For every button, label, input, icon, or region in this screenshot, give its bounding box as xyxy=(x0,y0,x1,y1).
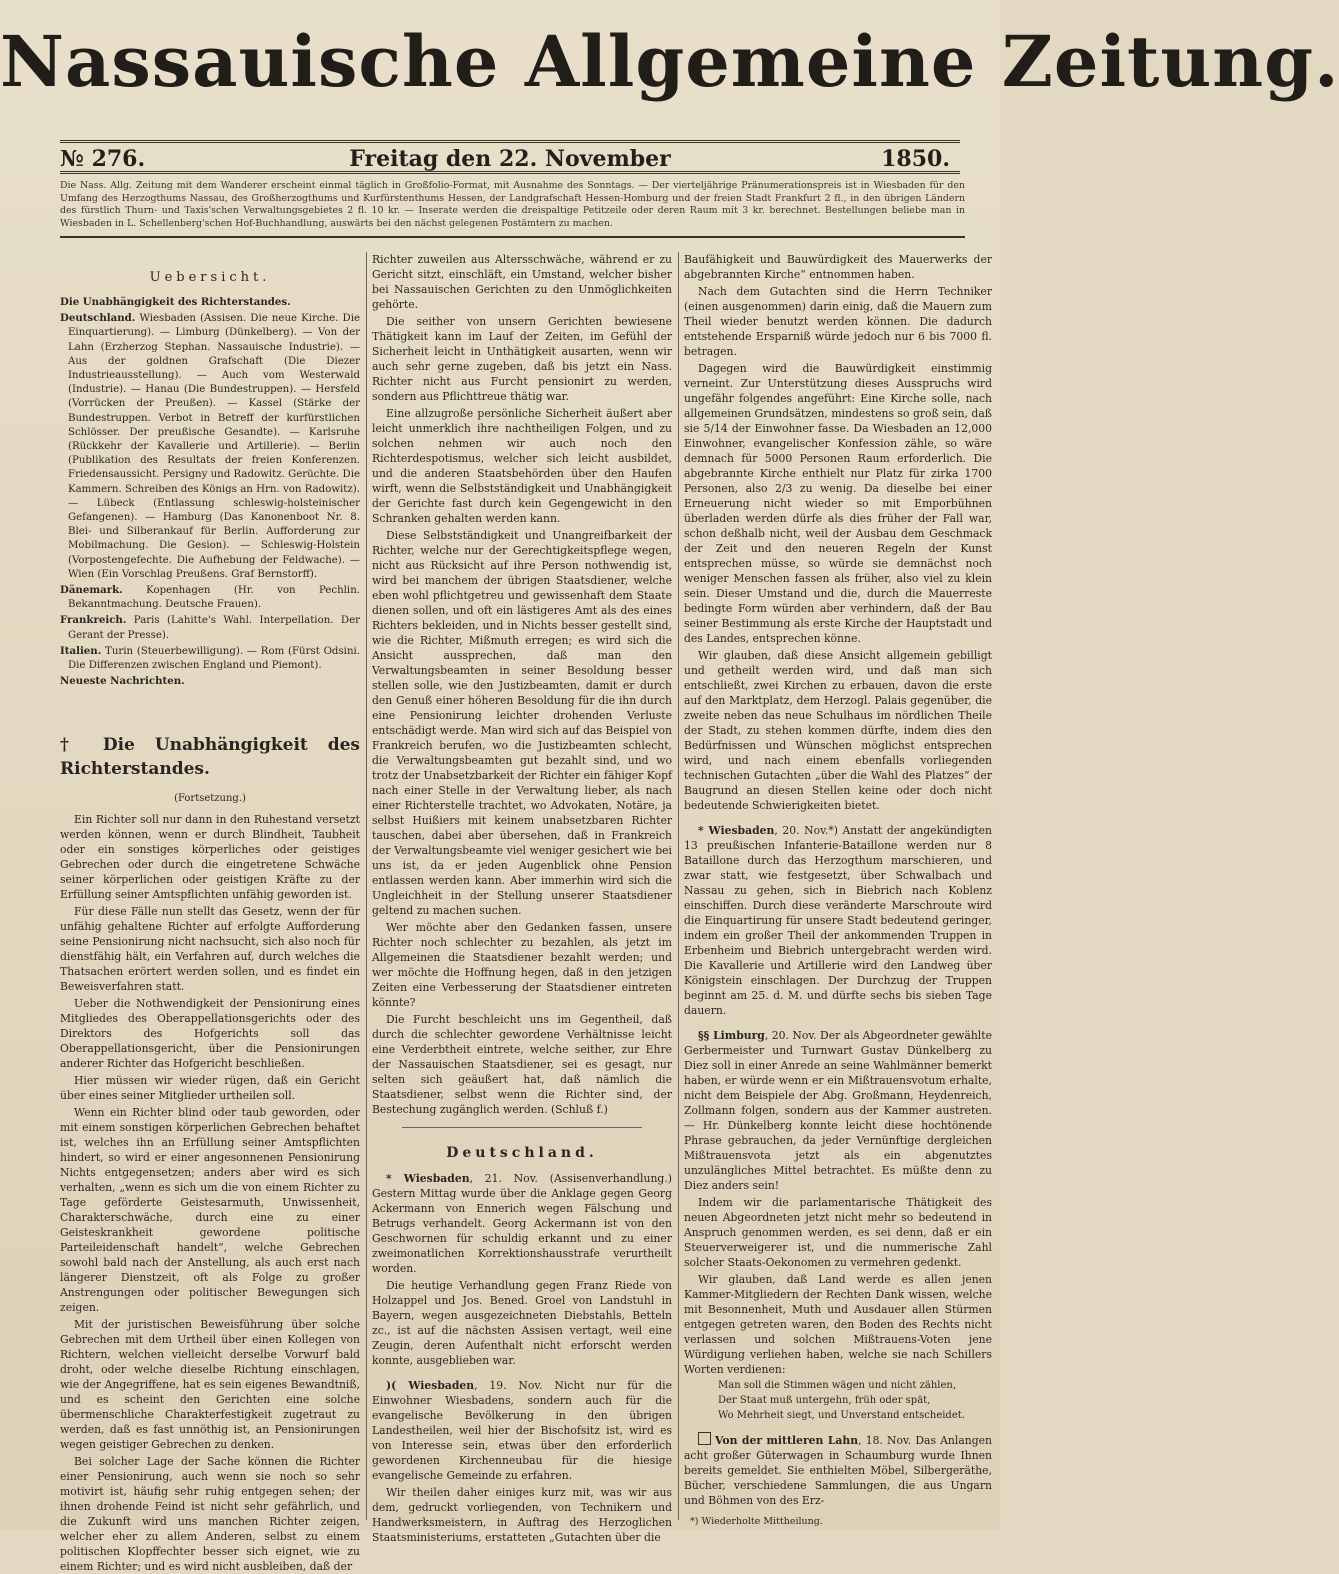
news-item xyxy=(372,1485,672,1545)
subscription-notice: Die Nass. Allg. Zeitung mit dem Wanderer erscheint einmal täglich in Großfolio-Format, mit Ausnahme des Sonntags. — Der vierteljährige Pränumerationspreis ist in Wiesbaden für den Umfang des Herzogthums Nassau, des Großherzogthums und Kurfürstenthums Hessen, der Landgrafschaft Hessen-Homburg und der freien Stadt Frankfurt 2 fl., in den übrigen Ländern des fürstlich Thurn- und Taxis'schen Verwaltungsgebietes 2 fl. 10 kr. — Inserate werden die dreispaltige Petitzeile oder deren Raum mit 3 kr. berechnet. Bestellungen beliebe man in Wiesbaden in L. Schellenberg'schen Hof-Buchhandlung, auswärts bei den nächst gelegenen Postämtern zu machen. xyxy=(60,180,965,238)
column-2 xyxy=(372,252,672,1544)
toc-entry-text: Kopenhagen (Hr. von Pechlin. Bekanntmachung. Deutsche Frauen). xyxy=(68,585,360,611)
news-dateline: Von der mittleren Lahn xyxy=(715,1434,859,1447)
table-of-contents xyxy=(60,295,360,689)
toc-entry xyxy=(60,311,360,582)
issue-date: Freitag den 22. November xyxy=(349,146,671,172)
article-paragraph: Die Furcht beschleicht uns im Gegentheil, daß durch die schlechter gewordene Verhältnisse leicht eine Verderbtheit eintrete, welche seither, zur Ehre der Nassauischen Staatsdiener, sei es gesagt, nur selten sich geäußert hat, daß nämlich die Staatsdiener, selbst wenn die Richter sind, der Bestechung zugänglich werden. (Schluß f.) xyxy=(372,1013,672,1116)
article-paragraph: Eine allzugroße persönliche Sicherheit äußert aber leicht unmerklich ihre nachtheiligen Folgen, und zu solchen nehmen wir auch noch den Richterdespotismus, welcher sich leicht ausbildet, und die anderen Staatsbehörden über den Haufen wirft, wenn die Selbstständigkeit und Unabhängigkeit der Gerichte fast durch kein Gegengewicht in den Schranken gehalten werden kann. xyxy=(372,407,672,525)
news-text: , 19. Nov. Nicht nur für die Einwohner Wiesbadens, sondern auch für die evangelische Bevölkerung in den übrigen Landestheilen, weil hier der Bischofsitz ist, wird es von Interesse sein, etwas über den erforderlich gewordenen Kirchenneubau für die hiesige evangelische Gemeinde zu erfahren. xyxy=(372,1379,672,1482)
toc-entry-head: Die Unabhängigkeit des Richterstandes. xyxy=(60,296,291,308)
news-item xyxy=(684,1272,992,1377)
toc-entry-head: Dänemark. xyxy=(60,584,123,597)
news-dateline: * Wiesbaden xyxy=(386,1172,470,1185)
article-paragraph: Wer möchte aber den Gedanken fassen, unsere Richter noch schlechter zu bezahlen, als jetzt im Allgemeinen die Staatsdiener bezahlt werden; und wer möchte die Hoffnung hegen, daß in den jetzigen Zeiten eine Verbesserung der Staatsdiener eintreten könnte? xyxy=(372,921,672,1009)
news-item xyxy=(684,823,992,1018)
news-text: , 20. Nov. Der als Abgeordneter gewählte Gerbermeister und Turnwart Gustav Dünkelberg zu Diez soll in einer Anrede an seine Wahlmänner bemerkt haben, er würde wenn er ein Mißtrauensvotum erhalte, nicht dem Beispiele der Abg. Großmann, Heydenreich, Zollmann folgen, sondern aus der Kammer austreten. — Hr. Dünkelberg konnte leicht diese hochtönende Phrase gebrauchen, da jeder Vernünftige dergleichen Mißtrauensvota jetzt als ein abgenutztes unzulängliches Mittel betrachtet. Es müßte denn zu Diez anders sein! xyxy=(684,1029,992,1192)
news-dateline: )( Wiesbaden xyxy=(386,1379,475,1392)
news-dateline: * Wiesbaden xyxy=(698,824,775,837)
article-paragraph: Nach dem Gutachten sind die Herrn Techniker (einen ausgenommen) darin einig, daß die Mauern zum Theil wieder benutzt werden können. Die dadurch entstehende Ersparniß würde jedoch nur 6 bis 7000 fl. betragen. xyxy=(684,285,992,358)
news-item xyxy=(372,1378,672,1483)
issue-number: № 276. xyxy=(60,146,146,172)
news-text: Indem wir die parlamentarische Thätigkeit des neuen Abgeordneten jetzt nicht mehr so bedeutend in Anspruch genommen werden, es sei denn, daß er ein Steuerverweigerer ist, und die nummerische Zahl solcher Staats-Oekonomen zu vermehren gedenkt. xyxy=(684,1196,992,1269)
section-heading: Deutschland. xyxy=(446,1145,598,1161)
news-item xyxy=(684,1195,992,1270)
issue-year: 1850. xyxy=(881,146,950,172)
continuation-note: (Fortsetzung.) xyxy=(174,793,246,805)
toc-entry-head: Italien. xyxy=(60,644,102,657)
toc-title: Uebersicht. xyxy=(149,270,271,285)
news-item xyxy=(684,1432,992,1508)
column-rule xyxy=(366,252,367,1520)
footnote: *) Wiederholte Mittheilung. xyxy=(690,1516,823,1527)
toc-entry-head: Frankreich. xyxy=(60,614,127,627)
verse-line: Wo Mehrheit siegt, und Unverstand entscheidet. xyxy=(718,1410,965,1421)
toc-entry-text: Turin (Steuerbewilligung). — Rom (Fürst Odsini. Die Differenzen zwischen England und Piemont). xyxy=(68,645,360,672)
toc-entry xyxy=(60,583,360,612)
verse-line: Der Staat muß untergehn, früh oder spät, xyxy=(718,1395,931,1406)
article-paragraph: Richter zuweilen aus Altersschwäche, während er zu Gericht sitzt, einschläft, ein Umstand, welcher bisher bei Nassauischen Gerichten zu den Unmöglichkeiten gehörte. xyxy=(372,253,672,311)
news-item xyxy=(372,1171,672,1276)
article-paragraph: Mit der juristischen Beweisführung über solche Gebrechen mit dem Urtheil über einen Kollegen von Richtern, welchen vielleicht derselbe Vorwurf bald droht, oder welche dieselbe Richtung einschlagen, wie der Angegriffene, hat es sein eigenes Bewandtniß, und es scheint den Gerichten eine solche übermenschliche Charakterfestigkeit zugetraut zu werden, daß es fast unnöthig ist, an Pensionirungen wegen geistiger Gebrechen zu denken. xyxy=(60,1318,360,1452)
article-paragraph: Die seither von unsern Gerichten bewiesene Thätigkeit kann im Lauf der Zeiten, im Gefühl der Sicherheit leicht in Unthätigkeit ausarten, wenn wir auch sehr gerne zugeben, daß bis jetzt ein Nass. Richter nicht aus Furcht pensionirt zu werden, sondern aus Pflichttreue thätig war. xyxy=(372,315,672,403)
column-rule xyxy=(678,252,679,1520)
toc-entry xyxy=(60,613,360,642)
toc-entry xyxy=(60,644,360,673)
toc-entry xyxy=(60,674,360,689)
article-paragraph: Wir glauben, daß diese Ansicht allgemein gebilligt und getheilt werden wird, und daß man sich entschließt, zwei Kirchen zu erbauen, davon die erste auf den Marktplatz, dem Herzogl. Palais gegenüber, die zweite neben das neue Schulhaus im nördlichen Theile der Stadt, zu stehen kommen dürfte, indem dies den Bedürfnissen und Wünschen möglichst entsprechen wird, und nach einem ebenfalls vorliegenden technischen Gutachten „über die Wahl des Platzes“ der Baugrund an diesen Stellen keine oder doch nicht bedeutende Schwierigkeiten bietet. xyxy=(684,649,992,812)
article-paragraph: Hier müssen wir wieder rügen, daß ein Gericht über eines seiner Mitglieder urtheilen soll. xyxy=(60,1074,360,1103)
news-item xyxy=(372,1278,672,1368)
article-paragraph: Wenn ein Richter blind oder taub geworden, oder mit einem sonstigen körperlichen Gebrechen behaftet ist, welches ihn an Erfüllung seiner Amtspflichten hindert, so wird er einer angesonnenen Pensionirung Nichts entgegensetzen; anders aber wird es sich verhalten, „wenn es sich um die von einem Richter zu Tage geförderte Geistesarmuth, Unwissenheit, Charakterschwäche, durch eine zu einer Geisteskrankheit gewordene politische Parteileidenschaft handelt“, welche Gebrechen sowohl bald nach der Anstellung, als auch erst nach längerer Dienstzeit, oft als Folge zu großer Anstrengungen oder politischer Bewegungen sich zeigen. xyxy=(60,1106,360,1315)
toc-entry-head: Deutschland. xyxy=(60,312,136,325)
news-text: Die heutige Verhandlung gegen Franz Riede von Holzappel und Jos. Bened. Groel von Landstuhl in Bayern, wegen ausgezeichneten Diebstahls, Betteln zc., ist auf die nächsten Assisen vertagt, weil eine Zeugin, deren Aufenthalt nicht erforscht werden konnte, ausgeblieben war. xyxy=(372,1279,672,1367)
news-dateline: §§ Limburg xyxy=(698,1029,765,1042)
verse-line: Man soll die Stimmen wägen und nicht zählen, xyxy=(718,1380,957,1391)
article-paragraph: Dagegen wird die Bauwürdigkeit einstimmig verneint. Zur Unterstützung dieses Ausspruchs wird ungefähr folgendes angeführt: Eine Kirche solle, nach allgemeinen Grundsätzen, mindestens so groß sein, daß sie 5/14 der Einwohner fasse. Da Wiesbaden an 12,000 Einwohner, evangelischer Konfession zähle, so wäre demnach für 5000 Personen Raum erforderlich. Die abgebrannte Kirche enthielt nur Platz für zirka 1700 Personen, also 2/3 zu wenig. Da dieselbe bei einer Erneuerung nicht wieder so mit Emporbühnen überladen werden dürfe als dies früher der Fall war, schon deßhalb nicht, weil der Ausbau dem Geschmack der Zeit und den neueren Regeln der Kunst entsprechen müsse, so würde sie demnächst noch weniger Menschen fassen als früher, also viel zu klein sein. Dieser Umstand und die, durch die Mauerreste bedingte Form würden aber verhindern, daß der Bau seiner Bestimmung als erste Kirche der Hauptstadt und des Landes, entsprechen könne. xyxy=(684,362,992,645)
article-paragraph: Für diese Fälle nun stellt das Gesetz, wenn der für unfähig gehaltene Richter auf erfolgte Aufforderung seine Pensionirung nicht nachsucht, sich also noch für dienstfähig hält, ein Verfahren auf, durch welches die Thatsachen erörtert werden sollen, und es findet ein Beweisverfahren statt. xyxy=(60,905,360,994)
news-text: , 21. Nov. (Assisenverhandlung.) Gestern Mittag wurde über die Anklage gegen Georg Ackermann von Ennerich wegen Fälschung und Betrugs verhandelt. Georg Ackermann ist von den Geschwornen für schuldig erkannt und zu einer zweimonatlichen Korrektionshausstrafe verurtheilt worden. xyxy=(372,1172,672,1275)
masthead-title: Nassauische Allgemeine Zeitung. xyxy=(0,20,1339,103)
box-symbol-icon xyxy=(698,1432,711,1445)
toc-entry-text: Wiesbaden (Assisen. Die neue Kirche. Die Einquartierung). — Limburg (Dünkelberg). — Von der Lahn (Erzherzog Stephan. Nassauische Industrie). — Aus der goldnen Grafschaft (Die Diezer Industrieausstellung). — Auch vom Westerwald (Industrie). — Hanau (Die Bundestruppen). — Hersfeld (Vorrücken der Preußen). — Kassel (Stärke der Bundestruppen. Verbot in Betreff der kurfürstlichen Schlösser. Der preußische Gesandte). — Karlsruhe (Rückkehr der Kavallerie und Artillerie). — Berlin (Publikation des Resultats der freien Konferenzen. Friedensaussicht. Persigny und Radowitz. Gerüchte. Die Kammern. Schreiben des Königs an Hrn. von Radowitz). — Lübeck (Entlassung schleswig-holsteinischer Gefangenen). — Hamburg (Das Kanonenboot Nr. 8. Blei- und Silberankauf für Berlin. Aufforderung zur Mobilmachung. Die Gesion). — Schleswig-Holstein (Vorpostengefechte. Die Aufhebung der Feldwache). — Wien (Ein Vorschlag Preußens. Graf Bernstorff). xyxy=(68,313,360,580)
news-text: , 18. Nov. Das Anlangen acht großer Güterwagen in Schaumburg wurde Ihnen bereits gemeldet. Sie enthielten Möbel, Silbergeräthe, Bücher, verschiedene Sammlungen, die aus Ungarn und Böhmen von des Erz- xyxy=(684,1434,992,1507)
column-3 xyxy=(684,252,992,1527)
article-paragraph: Bei solcher Lage der Sache können die Richter einer Pensionirung, auch wenn sie noch so sehr motivirt ist, häufig sehr ruhig entgegen sehen; der ihnen drohende Feind ist nicht sehr gefährlich, und die Zukunft wird uns manchen Richter zeigen, welcher eher zu allem Anderen, selbst zu einem politischen Klopffechter besser sich eignet, wie zu einem Richter; und es wird nicht ausbleiben, daß der xyxy=(60,1455,360,1574)
article-title: † Die Unabhängigkeit des Richterstandes. xyxy=(60,735,360,780)
news-text: , 20. Nov.*) Anstatt der angekündigten 13 preußischen Infanterie-Bataillone werden nur 8 Bataillone durch das Herzogthum marschieren, und zwar statt, wie festgesetzt, über Schwalbach und Nassau zu gehen, sich in Biebrich nach Koblenz einschiffen. Durch diese veränderte Marschroute wird die Einquartirung für unsere Stadt bedeutend geringer, indem ein großer Theil der ankommenden Truppen in Erbenheim und Biebrich untergebracht werden wird. Die Kavallerie und Artillerie wird den Landweg über Königstein einschlagen. Der Durchzug der Truppen beginnt am 25. d. M. und dürfte sechs bis sieben Tage dauern. xyxy=(684,824,992,1017)
article-paragraph: Ein Richter soll nur dann in den Ruhestand versetzt werden können, wenn er durch Blindheit, Taubheit oder ein sonstiges körperliches oder geistiges Gebrechen oder durch die eingetretene Schwäche seiner körperlichen oder geistigen Kräfte zu der Erfüllung seiner Amtspflichten unfähig geworden ist. xyxy=(60,813,360,902)
toc-entry-head: Neueste Nachrichten. xyxy=(60,675,185,688)
article-paragraph: Ueber die Nothwendigkeit der Pensionirung eines Mitgliedes des Oberappellationsgerichts oder des Direktors des Hofgerichts soll das Oberappellationsgericht, über die Pensionirungen anderer Richter das Hofgericht beschließen. xyxy=(60,997,360,1071)
column-1 xyxy=(60,252,360,1574)
issue-dateline xyxy=(60,140,960,174)
article-paragraph: Baufähigkeit und Bauwürdigkeit des Mauerwerks der abgebrannten Kirche“ entnommen haben. xyxy=(684,253,992,281)
news-text: Wir glauben, daß Land werde es allen jenen Kammer-Mitgliedern der Rechten Dank wissen, welche mit Besonnenheit, Muth und Ausdauer allen Stürmen entgegen getreten waren, den Boden des Rechts nicht verlassen und solchen Mißtrauens-Voten jene Würdigung verliehen haben, welche sie nach Schillers Worten verdienen: xyxy=(684,1273,992,1376)
article-paragraph: Diese Selbstständigkeit und Unangreifbarkeit der Richter, welche nur der Gerechtigkeitspflege wegen, nicht aus Rücksicht auf ihre Person nothwendig ist, wird bei manchem der übrigen Staatsdiener, welche eben wohl pflichtgetreu und gewissenhaft dem Staate dienen sollen, und oft ein lästigeres Amt als des eines Richters bekleiden, und in Nichts besser gestellt sind, wie die Richter, Mißmuth erregen; es wird sich die Ansicht aussprechen, daß man den Verwaltungsbeamten in seiner Besoldung besser stellen solle, wie den Justizbeamten, damit er durch den Genuß einer höheren Besoldung für die ihn durch eine Pensionirung leichter drohenden Verluste entschädigt werde. Man wird sich auf das Beispiel von Frankreich berufen, wo die Justizbeamten schlecht, die Verwaltungsbeamten gut bezahlt sind, und wo trotz der Unabsetzbarkeit der Richter ein fähiger Kopf nach einer Stelle in der Verwaltung lieber, als nach einer Richterstelle trachtet, wo Advokaten, Notäre, ja selbst Huißiers mit keinem unabsetzbaren Richter tauschen, dabei aber übersehen, daß in Frankreich der Verwaltungsbeamte viel weniger gesichert wie bei uns ist, da er jeden Augenblick ohne Pension entlassen werden kann. Aber immerhin wird sich die Ungleichheit in der Stellung unserer Staatsdiener geltend zu machen suchen. xyxy=(372,529,672,917)
section-divider xyxy=(402,1127,642,1128)
news-item xyxy=(684,1028,992,1193)
toc-entry-text: Paris (Lahitte's Wahl. Interpellation. Der Gerant der Presse). xyxy=(68,615,360,641)
news-text: Wir theilen daher einiges kurz mit, was wir aus dem, gedruckt vorliegenden, von Technikern und Handwerksmeistern, in Auftrag des Herzoglichen Staatsministeriums, erstatteten „Gutachten über die xyxy=(372,1486,672,1544)
toc-entry xyxy=(60,295,360,310)
